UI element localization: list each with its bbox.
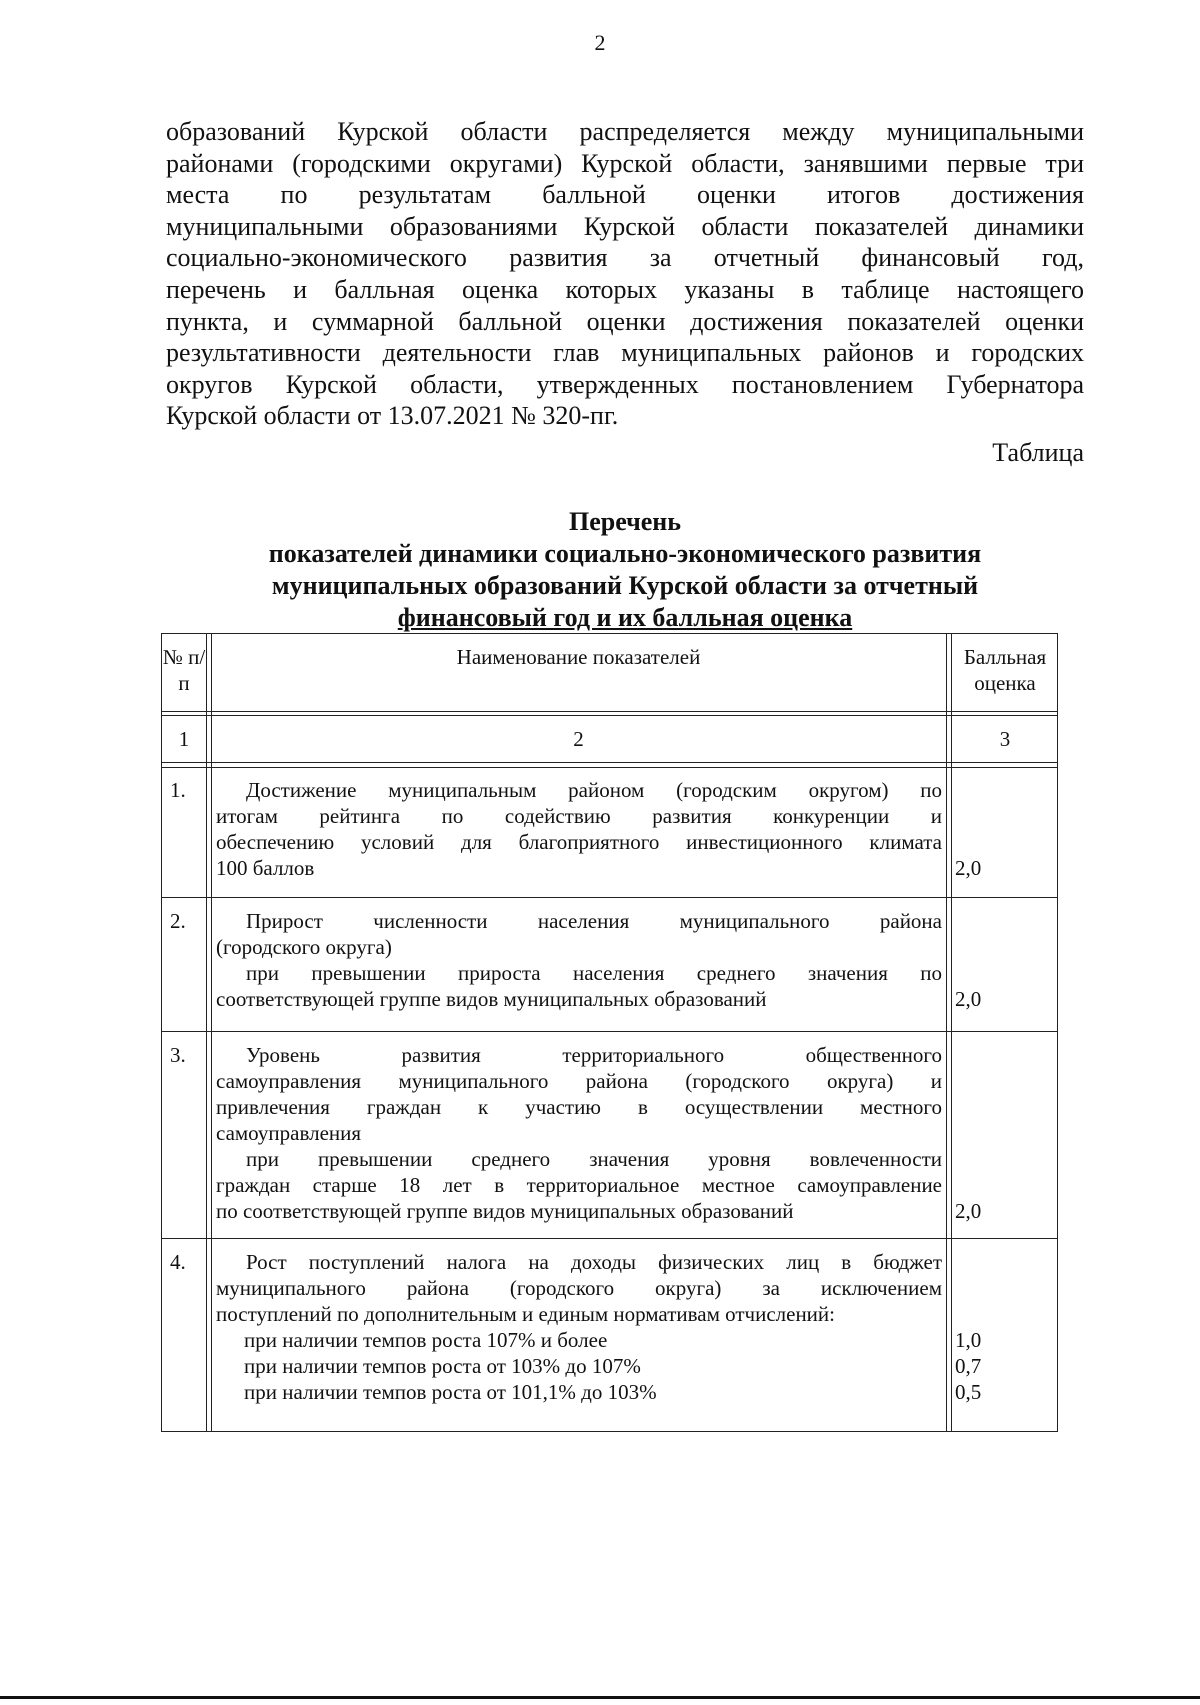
row-line: поступлений по дополнительным и единым нормативам отчислений: — [216, 1302, 835, 1326]
intro-line: результативности деятельности глав муниципальных районов и городских — [166, 338, 1084, 368]
row-line: при превышении прироста населения среднего значения по — [246, 961, 942, 985]
indicators-table — [161, 633, 1058, 1432]
table-divider — [162, 1031, 1057, 1032]
title-line: Перечень — [568, 507, 682, 536]
intro-line: образований Курской области распределяется между муниципальными — [166, 117, 1084, 146]
score-value: 2,0 — [955, 1199, 982, 1223]
row-text — [216, 908, 942, 1012]
header-name: Наименование показателей — [456, 645, 701, 669]
row-text — [216, 1042, 942, 1224]
intro-line: места по результатам балльной оценки итогов достижения — [166, 180, 1084, 210]
table-title — [160, 506, 1090, 634]
row-line: 100 баллов — [216, 856, 315, 880]
row-line: граждан старше 18 лет в территориальное местное самоуправление — [216, 1173, 942, 1197]
row-line: Рост поступлений налога на доходы физических лиц в бюджет — [246, 1250, 942, 1274]
column-number: 2 — [573, 727, 584, 751]
row-line: при наличии темпов роста от 101,1% до 103% — [244, 1380, 657, 1404]
row-line: муниципального района (городского округа) за исключением — [216, 1276, 942, 1300]
row-text — [216, 777, 942, 881]
row-score — [955, 1198, 981, 1224]
row-line: при превышении среднего значения уровня вовлеченности — [246, 1147, 942, 1171]
row-score — [955, 855, 981, 881]
row-line: при наличии темпов роста 107% и более — [244, 1328, 608, 1352]
intro-line: пункта, и суммарной балльной оценки достижения показателей оценки — [166, 306, 1084, 336]
score-value: 2,0 — [955, 856, 982, 880]
title-line: показателей динамики социально-экономического развития — [268, 539, 982, 568]
table-divider — [162, 762, 1057, 763]
intro-paragraph — [166, 116, 1084, 432]
table-divider — [162, 715, 1057, 716]
table-divider — [162, 767, 1057, 768]
row-number: 1. — [170, 778, 186, 802]
table-divider — [211, 634, 212, 1431]
title-line: финансовый год и их балльная оценка — [397, 603, 853, 632]
row-line: при наличии темпов роста от 103% до 107% — [244, 1354, 641, 1378]
score-value: 0,7 — [955, 1354, 982, 1378]
row-score — [955, 1327, 981, 1405]
table-divider — [206, 634, 207, 1431]
intro-line: округов Курской области, утвержденных постановлением Губернатора — [166, 369, 1084, 399]
table-divider — [951, 634, 952, 1431]
table-divider — [162, 711, 1057, 712]
row-score — [955, 986, 981, 1012]
row-number: 3. — [170, 1043, 186, 1067]
column-number: 1 — [178, 727, 190, 751]
scan-edge — [0, 1696, 1200, 1699]
intro-line: муниципальными образованиями Курской области показателей динамики — [166, 211, 1084, 241]
row-line: Уровень развития территориального общественного — [246, 1043, 942, 1067]
row-line: привлечения граждан к участию в осуществлении местного — [216, 1095, 942, 1119]
row-line: самоуправления муниципального района (городского округа) и — [216, 1069, 942, 1093]
intro-line: перечень и балльная оценка которых указаны в таблице настоящего — [166, 274, 1084, 304]
score-value: 0,5 — [955, 1380, 982, 1404]
row-number: 4. — [170, 1250, 186, 1274]
row-number: 2. — [170, 909, 186, 933]
row-line: Прирост численности населения муниципального района — [246, 909, 942, 933]
header-score: Балльная оценка — [963, 645, 1047, 695]
row-line: Достижение муниципальным районом (городским округом) по — [246, 778, 942, 802]
table-divider — [946, 634, 947, 1431]
intro-line: районами (городскими округами) Курской области, занявшими первые три — [166, 148, 1084, 178]
header-number: № п/п — [162, 645, 206, 695]
table-divider — [162, 897, 1057, 898]
title-line: муниципальных образований Курской области за отчетный — [271, 571, 979, 600]
table-caption: Таблица — [992, 438, 1084, 467]
row-line: по соответствующей группе видов муниципальных образований — [216, 1199, 794, 1223]
row-line: итогам рейтинга по содействию развития конкуренции и — [216, 804, 942, 828]
page-number: 2 — [594, 30, 606, 55]
row-line: соответствующей группе видов муниципальных образований — [216, 987, 767, 1011]
table-divider — [162, 1238, 1057, 1239]
column-number: 3 — [999, 727, 1011, 751]
row-line: (городского округа) — [216, 935, 392, 959]
row-text — [216, 1249, 942, 1405]
row-line: обеспечению условий для благоприятного инвестиционного климата — [216, 830, 942, 854]
score-value: 1,0 — [955, 1328, 982, 1352]
intro-line: социально-экономического развития за отчетный финансовый год, — [166, 243, 1084, 273]
score-value: 2,0 — [955, 987, 982, 1011]
row-line: самоуправления — [216, 1121, 362, 1145]
intro-line: Курской области от 13.07.2021 № 320-пг. — [166, 401, 619, 431]
